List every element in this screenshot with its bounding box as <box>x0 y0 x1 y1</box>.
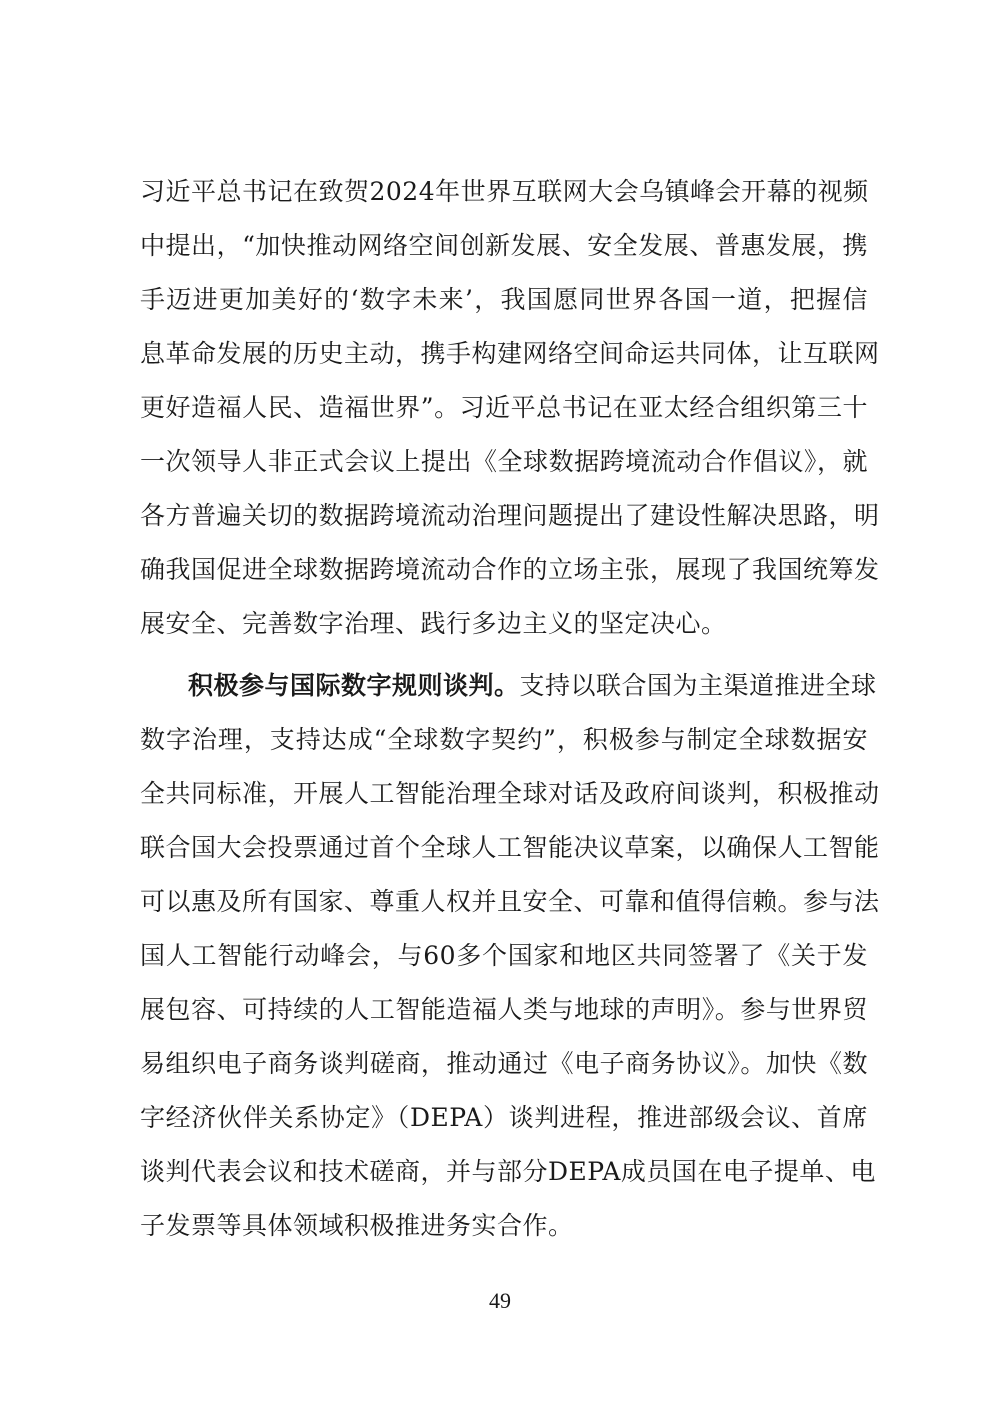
text-line: 展安全、完善数字治理、践行多边主义的坚定决心。 <box>140 609 727 638</box>
text-line <box>140 659 877 713</box>
text-line: 谈判代表会议和技术磋商，并与部分DEPA成员国在电子提单、电 <box>140 1157 876 1186</box>
paragraph-spacer <box>140 651 868 659</box>
text-line: 数字治理，支持达成“全球数字契约”，积极参与制定全球数据安 <box>140 725 868 754</box>
text-line: 展包容、可持续的人工智能造福人类与地球的声明》。参与世界贸 <box>140 995 868 1024</box>
text-line: 息革命发展的历史主动，携手构建网络空间命运共同体，让互联网 <box>140 339 880 368</box>
text-line: 习近平总书记在致贺2024年世界互联网大会乌镇峰会开幕的视频 <box>140 177 869 206</box>
text-line: 确我国促进全球数据跨境流动合作的立场主张，展现了我国统筹发 <box>140 555 880 584</box>
paragraph-1 <box>140 165 880 651</box>
text-line: 联合国大会投票通过首个全球人工智能决议草案，以确保人工智能 <box>140 833 880 862</box>
paragraph-2 <box>140 659 880 1253</box>
text-line: 中提出，“加快推动网络空间创新发展、安全发展、普惠发展，携 <box>140 231 868 260</box>
body-text <box>140 165 880 1253</box>
text-line: 一次领导人非正式会议上提出《全球数据跨境流动合作倡议》，就 <box>140 447 868 476</box>
page-number: 49 <box>489 1288 511 1313</box>
text-line: 易组织电子商务谈判磋商，推动通过《电子商务协议》。加快《数 <box>140 1049 868 1078</box>
text-line: 手迈进更加美好的‘数字未来’，我国愿同世界各国一道，把握信 <box>140 285 868 314</box>
text-line: 可以惠及所有国家、尊重人权并且安全、可靠和值得信赖。参与法 <box>140 887 880 916</box>
text-line: 各方普遍关切的数据跨境流动治理问题提出了建设性解决思路，明 <box>140 501 880 530</box>
paragraph-heading: 积极参与国际数字规则谈判。 <box>188 671 520 700</box>
heading-line-text: 支持以联合国为主渠道推进全球 <box>519 671 877 700</box>
text-line: 更好造福人民、造福世界”。习近平总书记在亚太经合组织第三十 <box>140 393 868 422</box>
text-line: 子发票等具体领域积极推进务实合作。 <box>140 1211 574 1240</box>
text-line: 国人工智能行动峰会，与60多个国家和地区共同签署了《关于发 <box>140 941 868 970</box>
text-line: 字经济伙伴关系协定》（DEPA）谈判进程，推进部级会议、首席 <box>140 1103 868 1132</box>
text-line: 全共同标准，开展人工智能治理全球对话及政府间谈判，积极推动 <box>140 779 880 808</box>
